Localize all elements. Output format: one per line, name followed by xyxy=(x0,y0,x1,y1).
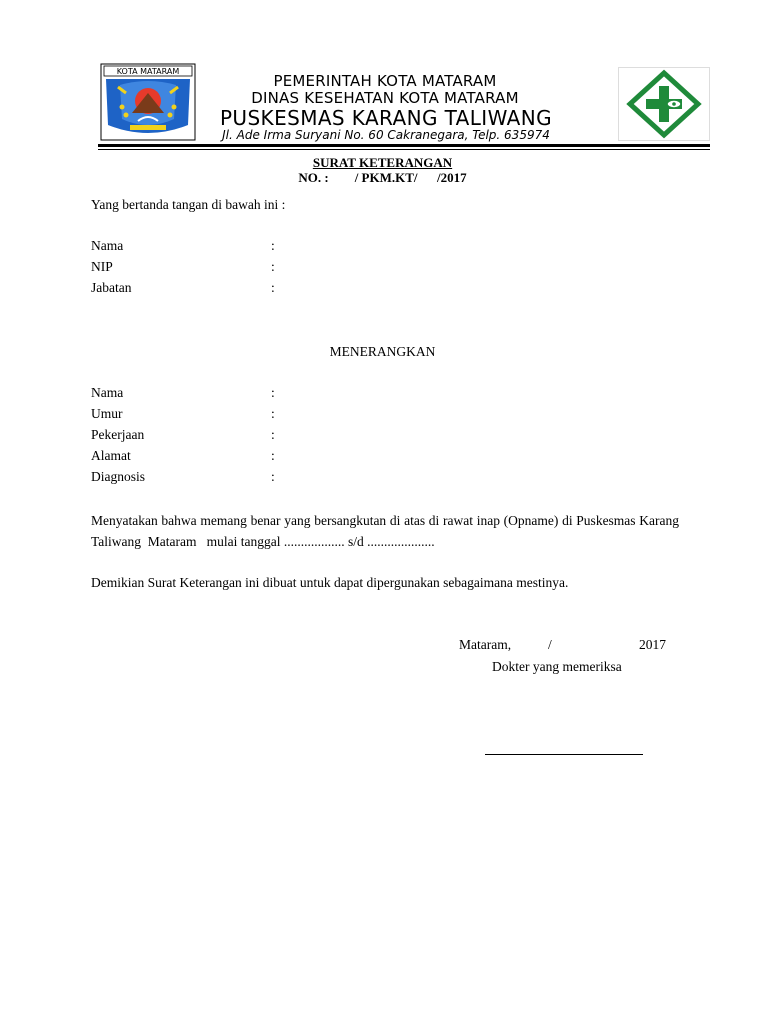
signer-field-name-colon: : xyxy=(271,238,275,253)
patient-field-address-label: Alamat xyxy=(91,448,131,463)
signature-year: 2017 xyxy=(639,637,666,652)
section-heading: MENERANGKAN xyxy=(329,344,436,359)
puskesmas-cross-logo-icon xyxy=(618,67,710,141)
signature-role: Dokter yang memeriksa xyxy=(492,659,622,674)
patient-field-occupation-colon: : xyxy=(271,427,275,442)
patient-field-age-colon: : xyxy=(271,406,275,421)
document-number: NO. : / PKM.KT/ /2017 xyxy=(298,170,467,185)
patient-field-age-label: Umur xyxy=(91,406,123,421)
signature-place: Mataram, xyxy=(459,637,512,652)
statement-paragraph: Menyatakan bahwa memang benar yang bersangkutan di atas di rawat inap (Opname) di Puskesmas Karang Taliwang Mataram mulai tanggal .................. s/d .................... xyxy=(91,513,683,549)
kota-mataram-emblem-icon xyxy=(100,63,196,141)
patient-field-occupation-label: Pekerjaan xyxy=(91,427,145,442)
closing-paragraph: Demikian Surat Keterangan ini dibuat untuk dapat dipergunakan sebagaimana mestinya. xyxy=(91,575,569,590)
patient-field-diagnosis-label: Diagnosis xyxy=(91,469,145,484)
intro-text: Yang bertanda tangan di bawah ini : xyxy=(91,197,286,212)
letterhead-address: Jl. Ade Irma Suryani No. 60 Cakranegara, Telp. 635974 xyxy=(222,128,550,142)
signer-field-position-label: Jabatan xyxy=(91,280,132,295)
letterhead-divider-thin xyxy=(98,149,710,150)
letterhead-divider-thick xyxy=(98,144,710,147)
patient-field-diagnosis-colon: : xyxy=(271,469,275,484)
document-title: SURAT KETERANGAN xyxy=(312,155,453,170)
letterhead-institution: PUSKESMAS KARANG TALIWANG xyxy=(219,106,553,130)
patient-field-name-colon: : xyxy=(271,385,275,400)
signature-date-separator: / xyxy=(548,637,552,652)
letterhead-government: PEMERINTAH KOTA MATARAM xyxy=(273,72,497,90)
patient-field-address-colon: : xyxy=(271,448,275,463)
signer-field-nip-colon: : xyxy=(271,259,275,274)
signer-field-nip-label: NIP xyxy=(91,259,113,274)
patient-field-name-label: Nama xyxy=(91,385,124,400)
signer-field-name-label: Nama xyxy=(91,238,124,253)
letterhead-department: DINAS KESEHATAN KOTA MATARAM xyxy=(251,89,519,107)
signature-line xyxy=(485,754,643,755)
signer-field-position-colon: : xyxy=(271,280,275,295)
kota-mataram-banner-text: KOTA MATARAM xyxy=(116,67,180,76)
